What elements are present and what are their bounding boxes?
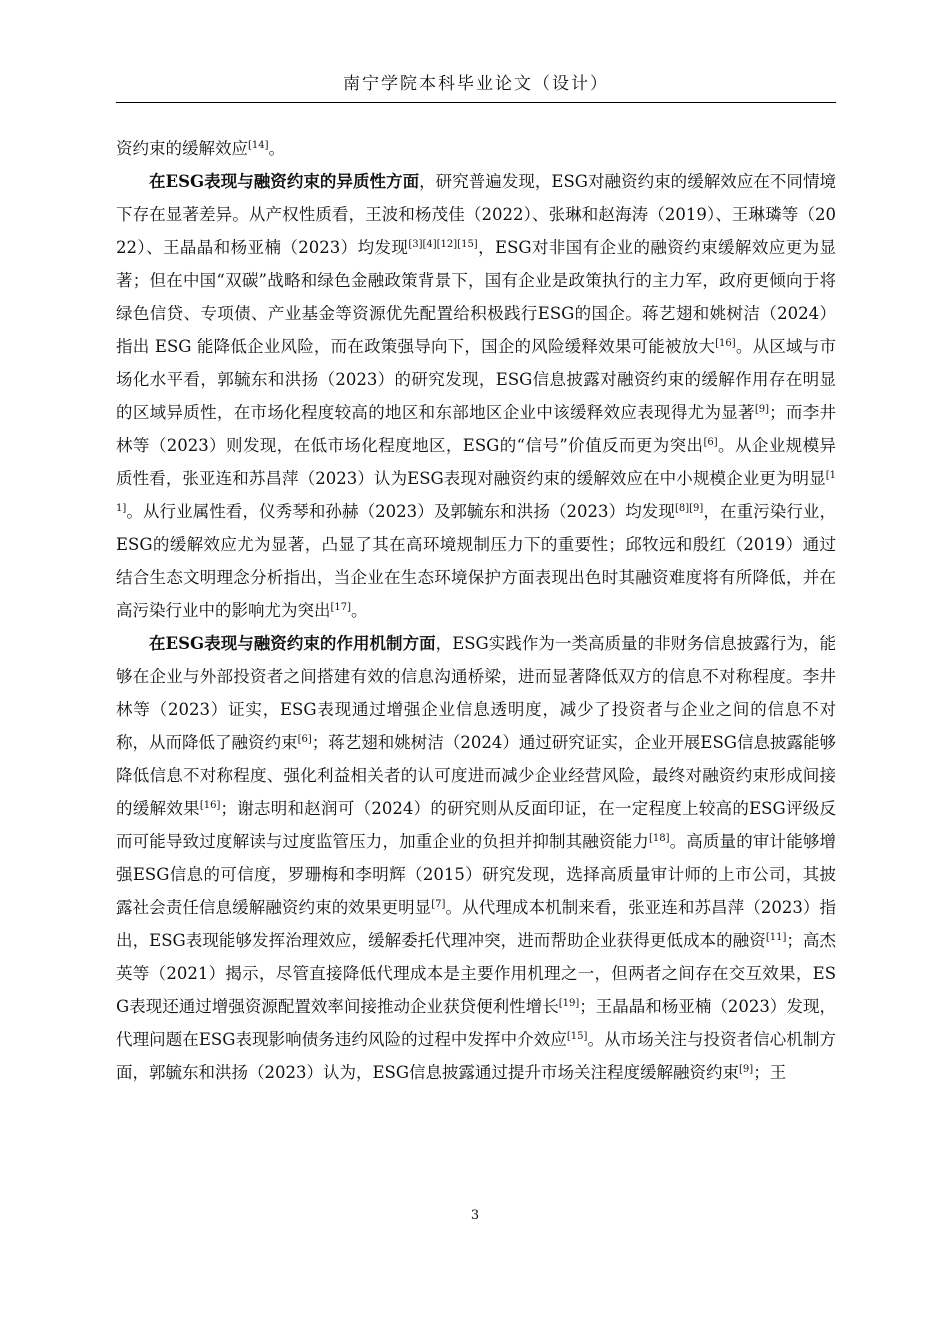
header-title: 南宁学院本科毕业论文（设计） <box>343 74 609 94</box>
citation-ref: [9] <box>739 1064 754 1075</box>
paragraph-mechanism <box>116 627 836 1089</box>
citation-ref: [9] <box>754 404 770 415</box>
text-run: ；王 <box>753 1063 787 1082</box>
text-run: ，在重污染行业，ESG的缓解效应尤为显著，凸显了其在高环境规制压力下的重要性；邱牧远和殷红（2019）通过结合生态文明理念分析指出，当企业在生态环境保护方面表现出色时其融资难度将有所降低，并在高污染行业中的影响尤为突出 <box>116 502 837 620</box>
text-run: ；蒋艺翅和姚树洁（2024）通过研究证实，企业开展ESG信息披露能够降低信息不对称程度、强化利益相关者的认可度进而减少企业经营风险，最终对融资约束形成间接的缓解效果 <box>116 733 836 818</box>
text-run: 。 <box>268 139 286 158</box>
text-run: ；王晶晶和杨亚楠（2023）发现，代理问题在ESG表现影响债务违约风险的过程中发挥中介效应 <box>116 997 836 1049</box>
text-run: 资约束的缓解效应 <box>116 139 248 158</box>
text-run: 。从企业规模异质性看，张亚连和苏昌萍（2023）认为ESG表现对融资约束的缓解效应在中小规模企业更为明显 <box>116 436 837 488</box>
section-lead: 在ESG表现与融资约束的异质性方面 <box>149 172 420 191</box>
page-header <box>116 66 836 103</box>
citation-ref: [17] <box>330 602 352 613</box>
section-lead: 在ESG表现与融资约束的作用机制方面 <box>149 634 436 653</box>
paragraph-1 <box>116 132 836 165</box>
citation-ref: [6] <box>297 734 312 745</box>
citation-ref: [15] <box>566 1031 588 1042</box>
text-run: ；而李井林等（2023）则发现，在低市场化程度地区，ESG的“信号”价值反而更为突出 <box>116 403 837 455</box>
text-run: 。从市场关注与投资者信心机制方面，郭毓东和洪扬（2023）认为，ESG信息披露通过提升市场关注程度缓解融资约束 <box>116 1030 837 1082</box>
text-run: ，ESG实践作为一类高质量的非财务信息披露行为，能够在企业与外部投资者之间搭建有效的信息沟通桥梁，进而显著降低双方的信息不对称程度。李井林等（2023）证实，ESG表现通过增强企业信息透明度，减少了投资者与企业之间的信息不对称，从而降低了融资约束 <box>116 634 836 752</box>
citation-ref: [14] <box>248 140 269 151</box>
paragraph-heterogeneity <box>116 165 836 627</box>
text-run: 。高质量的审计能够增强ESG信息的可信度，罗珊梅和李明辉（2015）研究发现，选择高质量审计师的上市公司，其披露社会责任信息缓解融资约束的效果更明显 <box>116 832 837 917</box>
citation-ref: [11] <box>765 932 787 943</box>
text-run: 。从行业属性看，仪秀琴和孙赫（2023）及郭毓东和洪扬（2023）均发现 <box>126 502 675 521</box>
text-run: 。从区域与市场化水平看，郭毓东和洪扬（2023）的研究发现，ESG信息披露对融资约束的缓解作用存在明显的区域异质性，在市场化程度较高的地区和东部地区企业中该缓释效应表现得尤为显著 <box>116 337 836 422</box>
citation-ref: [11] <box>116 470 836 514</box>
citation-ref: [3][4][12][15] <box>408 239 478 250</box>
text-run: ；高杰英等（2021）揭示，尽管直接降低代理成本是主要作用机理之一，但两者之间存在交互效果，ESG表现还通过增强资源配置效率间接推动企业获贷便利性增长 <box>116 931 837 1016</box>
text-run: ，研究普遍发现，ESG对融资约束的缓解效应在不同情境下存在显著差异。从产权性质看，王波和杨茂佳（2022）、张琳和赵海涛（2019）、王琳璘等（2022）、王晶晶和杨亚楠（2023）均发现 <box>116 172 837 257</box>
citation-ref: [18] <box>648 833 670 844</box>
citation-ref: [16] <box>199 800 221 811</box>
citation-ref: [19] <box>558 998 580 1009</box>
page-number: 3 <box>470 1208 480 1223</box>
text-run: ，ESG对非国有企业的融资约束缓解效应更为显著；但在中国“双碳”战略和绿色金融政策背景下，国有企业是政策执行的主力军，政府更倾向于将绿色信贷、专项债、产业基金等资源优先配置给积极践行ESG的国企。蒋艺翅和姚树洁（2024）指出 ESG 能降低企业风险，而在政策强导向下，国企的风险缓释效果可能被放大 <box>116 238 836 356</box>
citation-ref: [16] <box>715 338 736 349</box>
citation-ref: [8][9] <box>674 503 704 514</box>
citation-ref: [6] <box>703 437 718 448</box>
citation-ref: [7] <box>431 899 446 910</box>
text-run: ；谢志明和赵润可（2024）的研究则从反面印证，在一定程度上较高的ESG评级反而可能导致过度解读与过度监管压力，加重企业的负担并抑制其融资能力 <box>116 799 836 851</box>
document-body <box>116 132 836 1089</box>
text-run: 。 <box>351 601 368 620</box>
text-run: 。从代理成本机制来看，张亚连和苏昌萍（2023）指出，ESG表现能够发挥治理效应，缓解委托代理冲突，进而帮助企业获得更低成本的融资 <box>116 898 836 950</box>
